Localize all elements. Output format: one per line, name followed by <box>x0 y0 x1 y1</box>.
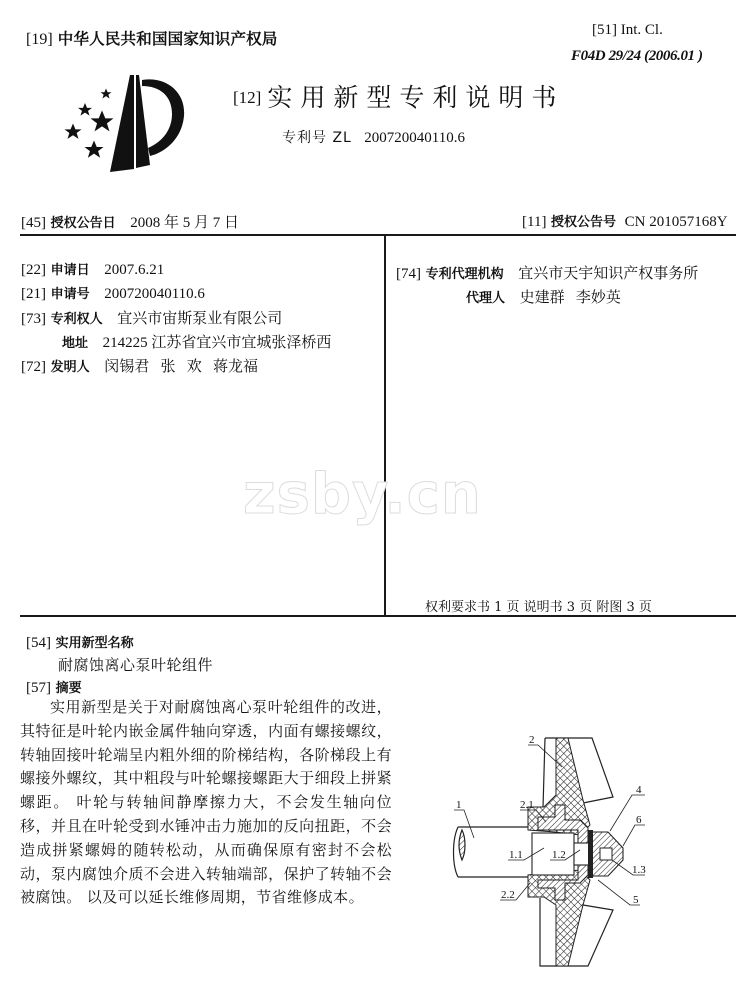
abstract-heading <box>26 677 92 697</box>
biblio-application-number <box>21 283 205 303</box>
fig-label-2: 2 <box>529 734 535 746</box>
grant-date-value: 2008 年 5 月 7 日 <box>130 215 239 231</box>
divider-vertical <box>384 234 386 616</box>
fig-label-1: 1 <box>456 799 462 811</box>
field-code: [57] <box>26 680 51 696</box>
fig-label-1-2: 1.2 <box>552 849 566 861</box>
field-label: 专利代理机构 <box>425 267 504 282</box>
field-value: 宜兴市宙斯泵业有限公司 <box>117 311 283 327</box>
pages-summary: 权利要求书 1 页 说明书 3 页 附图 3 页 <box>425 600 652 615</box>
fig-label-4: 4 <box>636 784 642 796</box>
biblio-agent <box>466 286 621 307</box>
field-label: 摘要 <box>55 681 82 696</box>
int-cl-code: [51] <box>592 22 617 38</box>
grant-pub-code: [11] <box>522 214 547 230</box>
int-cl-value: F04D 29/24 (2006.01 ) <box>571 48 703 64</box>
utility-model-name-heading <box>26 632 144 652</box>
field-label: 专利权人 <box>50 312 103 327</box>
patent-number-label: 专利号 ZL <box>282 130 352 146</box>
field-label: 发明人 <box>50 360 90 375</box>
int-cl <box>592 22 663 39</box>
grant-pub-number <box>522 211 728 231</box>
field-value: 200720040110.6 <box>104 286 205 302</box>
fig-label-1-3: 1.3 <box>632 864 646 876</box>
field-value: 史建群 李妙英 <box>519 290 621 306</box>
field-code: [73] <box>21 311 46 327</box>
doc-type-code: [12] <box>233 88 262 107</box>
biblio-address <box>62 331 331 352</box>
field-code: [22] <box>21 262 46 278</box>
int-cl-label: Int. Cl. <box>620 22 663 38</box>
patent-number-value: 200720040110.6 <box>364 130 465 146</box>
patent-number <box>282 127 465 147</box>
fig-label-2-2: 2.2 <box>501 889 515 901</box>
impeller-assembly-drawing <box>440 700 680 990</box>
field-label: 实用新型名称 <box>55 636 134 651</box>
biblio-inventors <box>21 355 258 376</box>
fig-label-5: 5 <box>633 894 639 906</box>
field-code: [74] <box>396 266 421 282</box>
office-code: [19] <box>26 31 53 48</box>
abstract-body <box>20 696 392 910</box>
field-code: [54] <box>26 635 51 651</box>
field-value: 214225 江苏省宜兴市宜城张泽桥西 <box>102 335 332 351</box>
field-label: 代理人 <box>466 291 506 306</box>
office-name: 中华人民共和国国家知识产权局 <box>57 30 278 48</box>
document-title <box>233 78 564 114</box>
divider-top <box>20 234 736 236</box>
fig-label-2-1: 2.1 <box>520 799 534 811</box>
office-header <box>26 27 278 49</box>
sipo-logo-icon <box>62 72 192 174</box>
field-value: 宜兴市天宇知识产权事务所 <box>518 266 699 282</box>
fig-label-6: 6 <box>636 814 642 826</box>
field-label: 地址 <box>62 336 89 351</box>
grant-pub-value: CN 201057168Y <box>624 214 728 230</box>
grant-pub-label: 授权公告号 <box>551 215 617 230</box>
field-code: [21] <box>21 286 46 302</box>
field-value: 闵锡君 张 欢 蒋龙福 <box>104 359 258 375</box>
grant-date-label: 授权公告日 <box>50 216 116 231</box>
abstract-text: 实用新型是关于对耐腐蚀离心泵叶轮组件的改进，其特征是叶轮内嵌金属件轴向穿透，内面有螺接螺纹，转轴固接叶轮端呈内粗外细的阶梯结构，各阶梯段上有螺接外螺纹，其中粗段与叶轮螺接螺距大于细段上拼紧螺距。 叶轮与转轴间静摩擦力大，不会发生轴向位移，并且在叶轮受到水锤冲击力施加的反向扭距，不会造成拼紧螺姆的随转松动，从而确保原有密封不会松动，泵内腐蚀介质不会进入转轴端部，保护了转轴不会被腐蚀。 以及可以延长维修周期，节省维修成本。 <box>20 698 392 907</box>
grant-date-code: [45] <box>21 215 46 231</box>
field-value: 2007.6.21 <box>104 262 165 278</box>
doc-type: 实用新型专利说明书 <box>267 83 565 112</box>
field-label: 申请号 <box>50 287 90 302</box>
divider-middle <box>20 615 736 617</box>
fig-label-1-1: 1.1 <box>509 849 523 861</box>
grant-date <box>21 211 239 232</box>
biblio-filing-date <box>21 259 164 279</box>
utility-model-name: 耐腐蚀离心泵叶轮组件 <box>58 656 214 674</box>
field-label: 申请日 <box>50 263 90 278</box>
field-code: [72] <box>21 359 46 375</box>
biblio-patentee <box>21 307 282 328</box>
biblio-agency <box>396 262 698 283</box>
watermark: zsby.cn <box>243 462 482 527</box>
